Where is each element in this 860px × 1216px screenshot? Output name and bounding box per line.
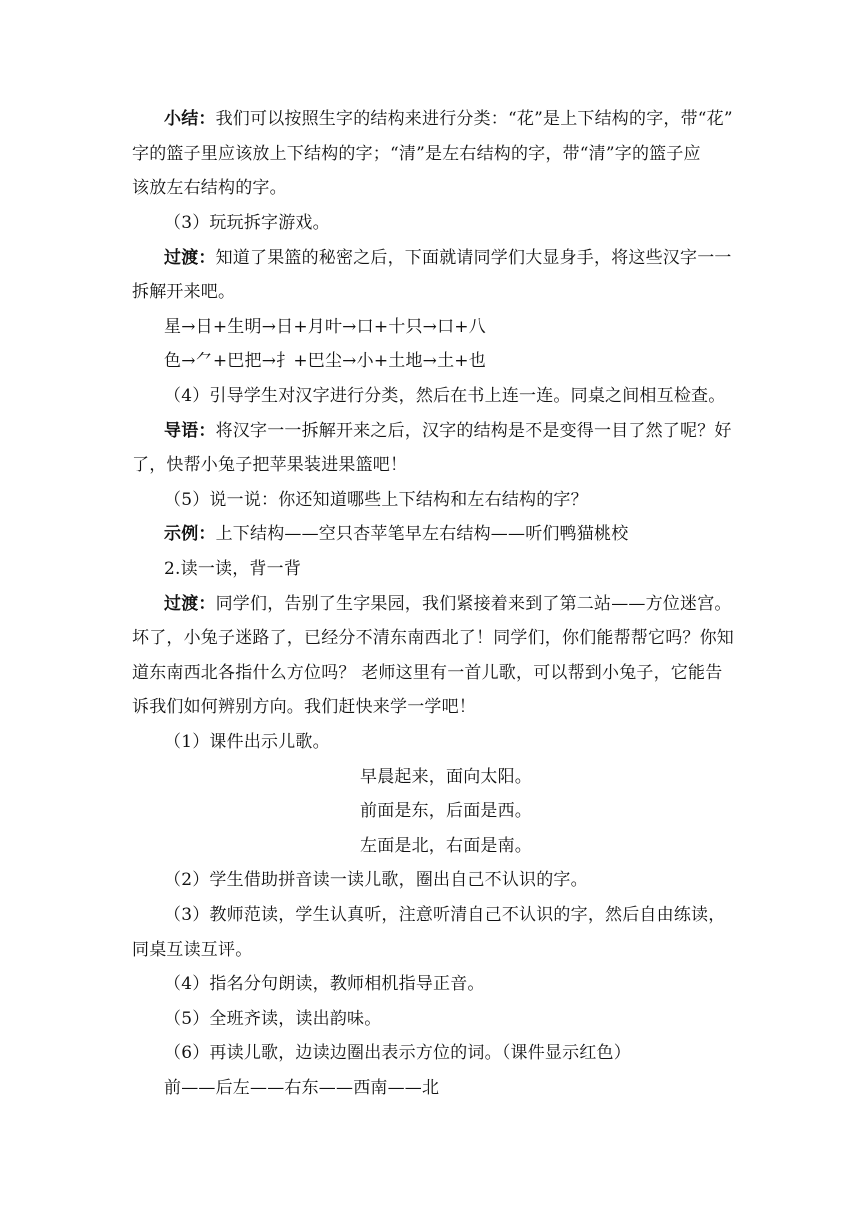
paragraph-line: 星→日+生明→日+月叶→口+十只→口+八 bbox=[164, 317, 486, 337]
paragraph-line: （5）说一说：你还知道哪些上下结构和左右结构的字？ bbox=[164, 490, 588, 510]
paragraph-line: （3）教师范读，学生认真听，注意听清自己不认识的字，然后自由练读， bbox=[164, 905, 726, 925]
paragraph-line: 示例：上下结构——空只杏苹笔早左右结构——听们鸭猫桃校 bbox=[164, 524, 629, 544]
paragraph-line: （2）学生借助拼音读一读儿歌，圈出自己不认识的字。 bbox=[164, 870, 588, 890]
bold-label: 示例： bbox=[164, 524, 216, 544]
paragraph-line: 色→⺈+巴把→扌+巴尘→小+土地→土+也 bbox=[164, 351, 486, 371]
paragraph-line: （3）玩玩拆字游戏。 bbox=[164, 213, 330, 233]
section-heading: 2.读一读，背一背 bbox=[164, 559, 302, 579]
paragraph-line: （5）全班齐读，读出韵味。 bbox=[164, 1009, 382, 1029]
paragraph-line: 字的篮子里应该放上下结构的字；“清”是左右结构的字，带“清”字的篮子应 bbox=[132, 144, 701, 164]
bold-label: 导语： bbox=[164, 421, 216, 441]
poem-line: 早晨起来，面向太阳。 bbox=[360, 767, 532, 787]
paragraph-line: 该放左右结构的字。 bbox=[132, 178, 287, 198]
bold-label: 过渡： bbox=[164, 248, 216, 268]
paragraph-line: 同桌互读互评。 bbox=[132, 940, 253, 960]
paragraph-line: 道东南西北各指什么方位吗？ 老师这里有一首儿歌，可以帮到小兔子，它能告 bbox=[132, 663, 723, 683]
paragraph-line: （6）再读儿歌，边读边圈出表示方位的词。（课件显示红色） bbox=[164, 1043, 631, 1063]
paragraph-line: 了，快帮小兔子把苹果装进果篮吧！ bbox=[132, 455, 408, 475]
poem-line: 左面是北，右面是南。 bbox=[360, 836, 532, 856]
paragraph-line: （4）指名分句朗读，教师相机指导正音。 bbox=[164, 974, 485, 994]
paragraph-line: 过渡：知道了果篮的秘密之后，下面就请同学们大显身手，将这些汉字一一 bbox=[164, 248, 732, 268]
paragraph-line: 小结：我们可以按照生字的结构来进行分类：“花”是上下结构的字，带“花” bbox=[164, 109, 733, 129]
bold-label: 过渡： bbox=[164, 594, 216, 614]
paragraph-line: 坏了，小兔子迷路了，已经分不清东南西北了！同学们，你们能帮帮它吗？你知 bbox=[132, 628, 734, 648]
paragraph-line: 拆解开来吧。 bbox=[132, 282, 236, 302]
paragraph-line: （4）引导学生对汉字进行分类，然后在书上连一连。同桌之间相互检查。 bbox=[164, 386, 726, 406]
paragraph-line: （1）课件出示儿歌。 bbox=[164, 732, 330, 752]
paragraph-line: 前——后左——右东——西南——北 bbox=[164, 1078, 440, 1098]
paragraph-line: 导语：将汉字一一拆解开来之后，汉字的结构是不是变得一目了然了呢？好 bbox=[164, 421, 732, 441]
paragraph-line: 过渡：同学们，告别了生字果园，我们紧接着来到了第二站——方位迷宫。 bbox=[164, 594, 732, 614]
bold-label: 小结： bbox=[164, 109, 216, 129]
poem-line: 前面是东，后面是西。 bbox=[360, 801, 532, 821]
paragraph-line: 诉我们如何辨别方向。我们赶快来学一学吧！ bbox=[132, 697, 476, 717]
